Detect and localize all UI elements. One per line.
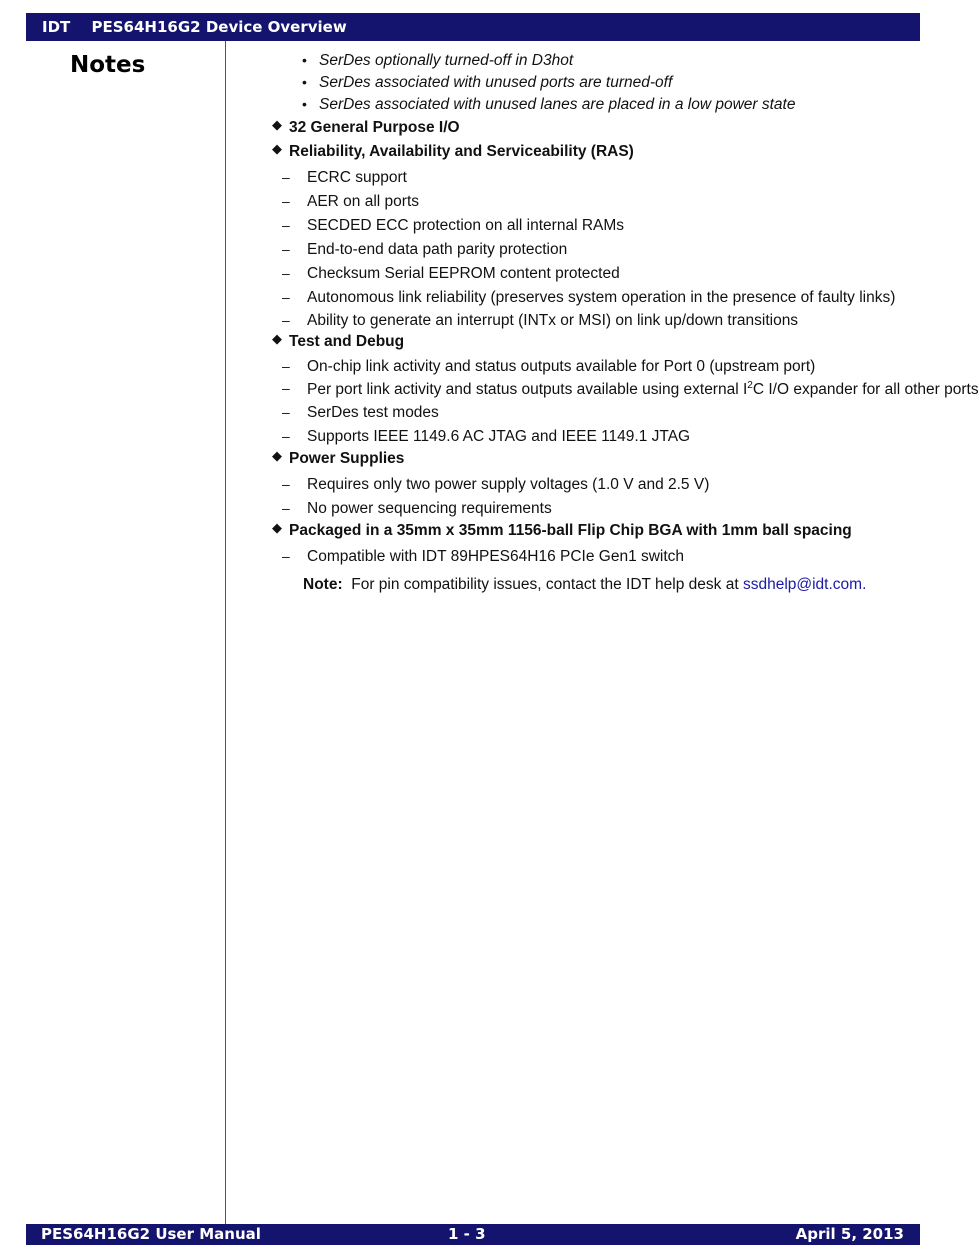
header-company: IDT xyxy=(42,18,71,36)
section-heading-gpio: 32 General Purpose I/O xyxy=(289,119,460,136)
package-item: Compatible with IDT 89HPES64H16 PCIe Gen1 switch xyxy=(307,548,685,565)
dash-icon: – xyxy=(282,358,290,374)
test-debug-item: Supports IEEE 1149.6 AC JTAG and IEEE 1149.1 JTAG xyxy=(307,428,691,445)
sidebar-notes-title: Notes xyxy=(70,52,146,78)
note-period: . xyxy=(862,576,867,593)
dash-icon: – xyxy=(282,404,290,420)
footer-page-number: 1 - 3 xyxy=(448,1225,486,1243)
test-debug-item-text: Per port link activity and status outputs available using external I xyxy=(307,381,748,399)
test-debug-item: SerDes test modes xyxy=(307,404,439,421)
dash-icon: – xyxy=(282,428,290,444)
section-heading-package: Packaged in a 35mm x 35mm 1156-ball Flip Chip BGA with 1mm ball spacing xyxy=(289,522,852,539)
note-label: Note: xyxy=(303,576,343,593)
bullet-icon: • xyxy=(302,96,307,112)
serdes-item: SerDes optionally turned-off in D3hot xyxy=(319,52,574,69)
test-debug-item xyxy=(307,380,979,399)
test-debug-item: On-chip link activity and status outputs available for Port 0 (upstream port) xyxy=(307,358,816,375)
dash-icon: – xyxy=(282,169,290,185)
diamond-bullet-icon: ◆ xyxy=(272,448,282,463)
note-text: For pin compatibility issues, contact the IDT help desk at xyxy=(351,576,739,593)
serdes-item: SerDes associated with unused lanes are placed in a low power state xyxy=(319,96,796,113)
test-debug-item-text: C I/O expander for all other ports xyxy=(752,381,979,399)
bullet-icon: • xyxy=(302,52,307,68)
section-heading-test-debug: Test and Debug xyxy=(289,333,405,350)
dash-icon: – xyxy=(282,500,290,516)
dash-icon: – xyxy=(282,476,290,492)
dash-icon: – xyxy=(282,217,290,233)
section-heading-ras: Reliability, Availability and Serviceability (RAS) xyxy=(289,143,634,160)
ras-item: AER on all ports xyxy=(307,193,419,210)
dash-icon: – xyxy=(282,193,290,209)
ras-item: SECDED ECC protection on all internal RAMs xyxy=(307,217,625,234)
page-footer xyxy=(26,1224,920,1245)
diamond-bullet-icon: ◆ xyxy=(272,117,282,132)
serdes-item: SerDes associated with unused ports are turned-off xyxy=(319,74,673,91)
ras-item: Autonomous link reliability (preserves system operation in the presence of faulty links) xyxy=(307,289,896,306)
header-title: PES64H16G2 Device Overview xyxy=(91,18,347,36)
diamond-bullet-icon: ◆ xyxy=(272,331,282,346)
ras-item: Checksum Serial EEPROM content protected xyxy=(307,265,620,282)
dash-icon: – xyxy=(282,312,290,328)
note-paragraph xyxy=(303,576,866,594)
dash-icon: – xyxy=(282,380,290,396)
diamond-bullet-icon: ◆ xyxy=(272,520,282,535)
dash-icon: – xyxy=(282,548,290,564)
bullet-icon: • xyxy=(302,74,307,90)
power-item: Requires only two power supply voltages (1.0 V and 2.5 V) xyxy=(307,476,710,493)
ras-item: Ability to generate an interrupt (INTx or MSI) on link up/down transitions xyxy=(307,312,799,329)
ras-item: ECRC support xyxy=(307,169,407,186)
dash-icon: – xyxy=(282,289,290,305)
power-item: No power sequencing requirements xyxy=(307,500,552,517)
footer-date: April 5, 2013 xyxy=(795,1225,904,1243)
section-heading-power: Power Supplies xyxy=(289,450,405,467)
footer-manual-title: PES64H16G2 User Manual xyxy=(41,1225,261,1243)
superscript-2: 2 xyxy=(747,380,753,391)
ras-item: End-to-end data path parity protection xyxy=(307,241,568,258)
help-email-link[interactable]: ssdhelp@idt.com xyxy=(742,576,863,593)
dash-icon: – xyxy=(282,241,290,257)
dash-icon: – xyxy=(282,265,290,281)
diamond-bullet-icon: ◆ xyxy=(272,141,282,156)
